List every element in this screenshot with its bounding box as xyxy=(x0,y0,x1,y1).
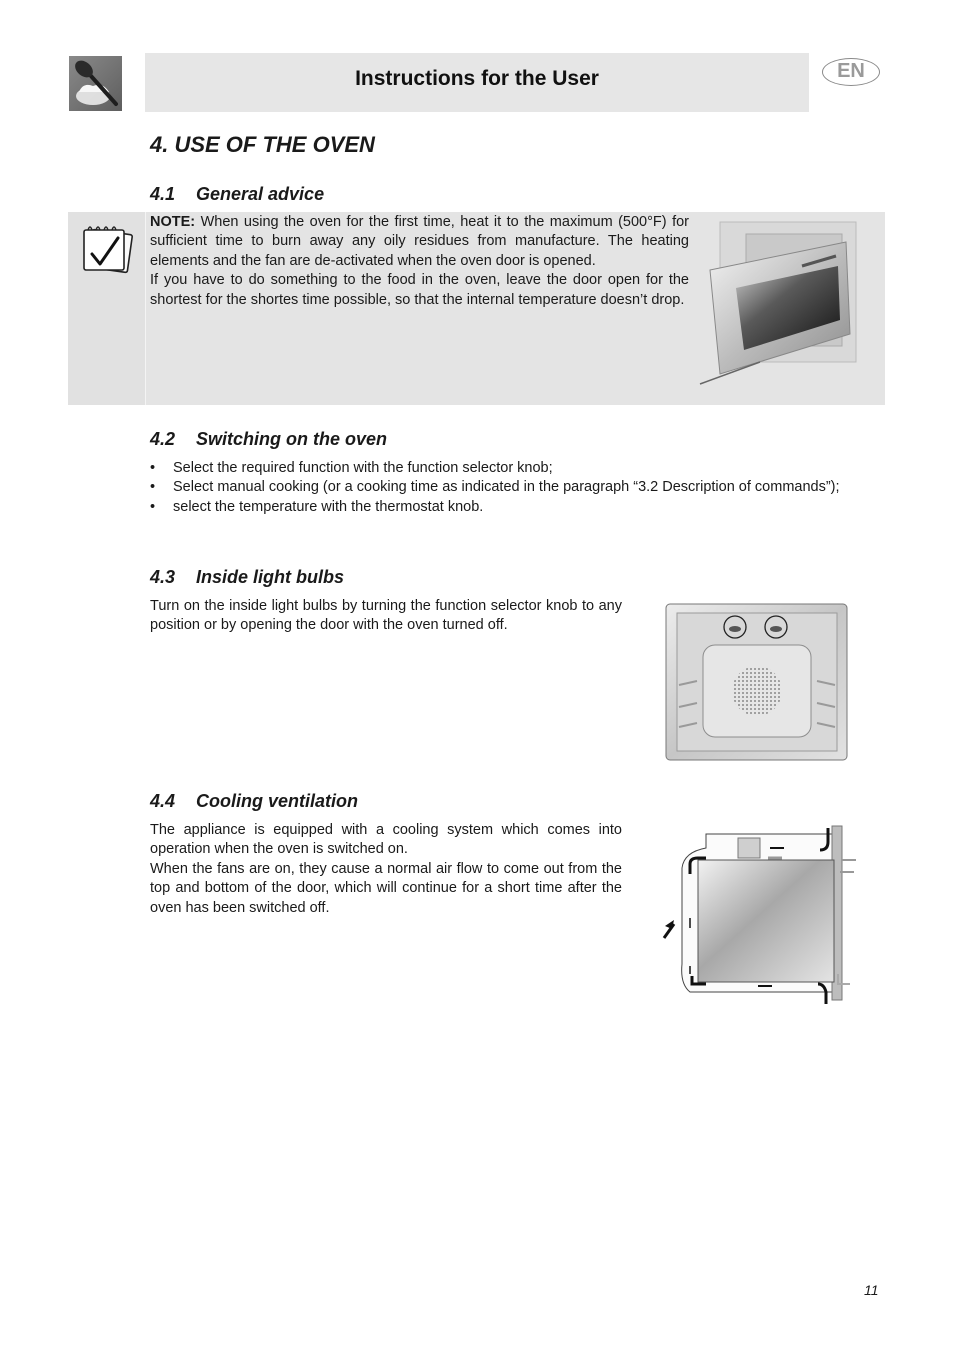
heading-number: 4.4 xyxy=(150,791,176,811)
note-text xyxy=(150,213,689,310)
heading-number: 4.1 xyxy=(150,184,176,204)
chef-spoon-icon xyxy=(69,56,122,111)
bullet: • xyxy=(150,479,156,496)
brand-logo xyxy=(69,56,122,111)
bullet: • xyxy=(150,498,156,515)
note-label: NOTE: xyxy=(150,214,196,230)
light-bulbs-text: Turn on the inside light bulbs by turning the function selector knob to any position or by opening the door with the oven turned off. xyxy=(150,598,622,634)
heading-text: Switching on the oven xyxy=(196,429,388,449)
list-item xyxy=(150,478,881,497)
language-badge: EN xyxy=(822,58,880,86)
heading-number: 4.3 xyxy=(150,567,176,587)
cooling-paragraph-2: When the fans are on, they cause a normal air flow to come out from the top and bottom of the door, which will continue for a short time after the oven has been switched off. xyxy=(150,860,622,916)
page-number: 11 xyxy=(864,1282,879,1298)
cooling-paragraph-1: The appliance is equipped with a cooling system which comes into operation when the oven is switched on. xyxy=(150,822,622,858)
heading-number: 4.2 xyxy=(150,429,176,449)
heading-switching-on xyxy=(150,429,387,450)
heading-general-advice xyxy=(150,184,324,205)
header-title: Instructions for the User xyxy=(355,67,599,90)
list-item-text: select the temperature with the thermostat knob. xyxy=(173,498,484,515)
list-item-text: Select the required function with the function selector knob; xyxy=(173,460,553,476)
cooling-text xyxy=(150,821,622,918)
heading-text: Inside light bulbs xyxy=(196,567,344,587)
section-title: 4. USE OF THE OVEN xyxy=(150,132,375,157)
heading-text: Cooling ventilation xyxy=(196,791,358,811)
oven-interior-illustration xyxy=(665,603,848,761)
switching-on-list xyxy=(150,459,881,517)
list-item xyxy=(150,498,881,517)
cooling-airflow-diagram xyxy=(650,824,862,1006)
list-item xyxy=(150,459,881,478)
heading-light-bulbs xyxy=(150,567,344,588)
list-item-text: Select manual cooking (or a cooking time as indicated in the paragraph “3.2 Description of commands”); xyxy=(173,479,840,496)
heading-cooling xyxy=(150,791,358,812)
note-paragraph-1: When using the oven for the first time, heat it to the maximum (500°F) for sufficient time to burn away any oily residues from manufacture. The heating elements and the fan are de-activated when the oven door is opened. xyxy=(150,214,689,269)
oven-door-illustration xyxy=(698,216,862,388)
notepad-check-icon xyxy=(78,220,136,278)
bullet: • xyxy=(150,460,156,476)
note-paragraph-2: If you have to do something to the food in the oven, leave the door open for the shortest for the shortes time possible, so that the internal temperature doesn’t drop. xyxy=(150,272,689,308)
heading-text: General advice xyxy=(196,184,325,204)
note-icon-column xyxy=(68,212,146,405)
